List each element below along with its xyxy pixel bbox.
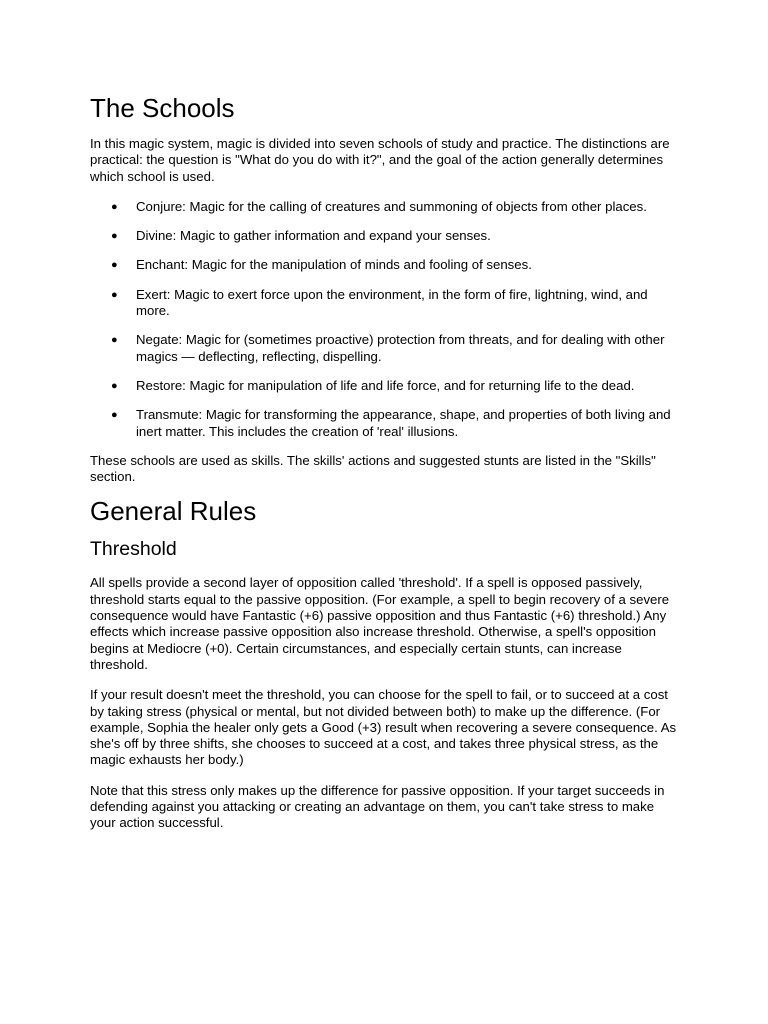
list-item-exert bbox=[111, 286, 680, 320]
bullet-icon: ● bbox=[111, 259, 118, 272]
list-item-restore bbox=[111, 377, 680, 394]
bullet-icon: ● bbox=[111, 230, 118, 243]
subheading-threshold: Threshold bbox=[90, 538, 177, 561]
list-item-text: Enchant: Magic for the manipulation of minds and fooling of senses. bbox=[136, 257, 532, 273]
schools-intro-paragraph: In this magic system, magic is divided into seven schools of study and practice. The distinctions are practical: the question is "What do you do with it?", and the goal of the action generally determines which school is used. bbox=[90, 136, 670, 184]
threshold-paragraph-3: Note that this stress only makes up the difference for passive opposition. If your target succeeds in defending against you attacking or creating an advantage on them, you can't take stress to make your action successful. bbox=[90, 782, 665, 831]
schools-outro-paragraph: These schools are used as skills. The skills' actions and suggested stunts are listed in the "Skills" section. bbox=[90, 452, 656, 485]
threshold-paragraph-2: If your result doesn't meet the threshold, you can choose for the spell to fail, or to succeed at a cost by taking stress (physical or mental, but not divided between both) to make up the difference. (For example, Sophia the healer only gets a Good (+3) result when recovering a severe consequence. As she's off by three shifts, she chooses to succeed at a cost, and takes three physical stress, as the magic exhausts her body.) bbox=[90, 687, 677, 768]
heading-the-schools: The Schools bbox=[90, 93, 235, 123]
list-item-text: Negate: Magic for (sometimes proactive) protection from threats, and for dealing with other magics — deflecting, reflecting, dispelling. bbox=[136, 332, 665, 364]
heading-general-rules: General Rules bbox=[90, 496, 257, 527]
list-item-text: Transmute: Magic for transforming the appearance, shape, and properties of both living and inert matter. This includes the creation of 'real' illusions. bbox=[136, 407, 671, 439]
list-item-negate bbox=[111, 332, 680, 365]
list-item-enchant bbox=[111, 257, 680, 273]
bullet-icon: ● bbox=[111, 288, 118, 301]
list-item-text: Conjure: Magic for the calling of creatures and summoning of objects from other places. bbox=[136, 198, 647, 214]
list-item-text: Exert: Magic to exert force upon the environment, in the form of fire, lightning, wind, and more. bbox=[136, 286, 648, 319]
list-item-text: Restore: Magic for manipulation of life and life force, and for returning life to the dead. bbox=[136, 377, 635, 393]
list-item-divine bbox=[111, 228, 680, 244]
bullet-icon: ● bbox=[111, 409, 118, 422]
schools-list bbox=[90, 199, 680, 440]
threshold-paragraph-1: All spells provide a second layer of opposition called 'threshold'. If a spell is opposed passively, threshold starts equal to the passive opposition. (For example, a spell to begin recovery of a severe consequence would have Fantastic (+6) passive opposition and thus Fantastic (+6) threshold.) Any effects which increase passive opposition also increase threshold. Otherwise, a spell's opposition begins at Mediocre (+0). Certain circumstances, and especially certain stunts, can increase threshold. bbox=[90, 575, 670, 672]
list-item-conjure bbox=[111, 198, 680, 215]
bullet-icon: ● bbox=[111, 379, 118, 392]
bullet-icon: ● bbox=[111, 334, 118, 347]
list-item-transmute bbox=[111, 407, 680, 440]
bullet-icon: ● bbox=[111, 200, 118, 213]
list-item-text: Divine: Magic to gather information and expand your senses. bbox=[136, 228, 491, 244]
